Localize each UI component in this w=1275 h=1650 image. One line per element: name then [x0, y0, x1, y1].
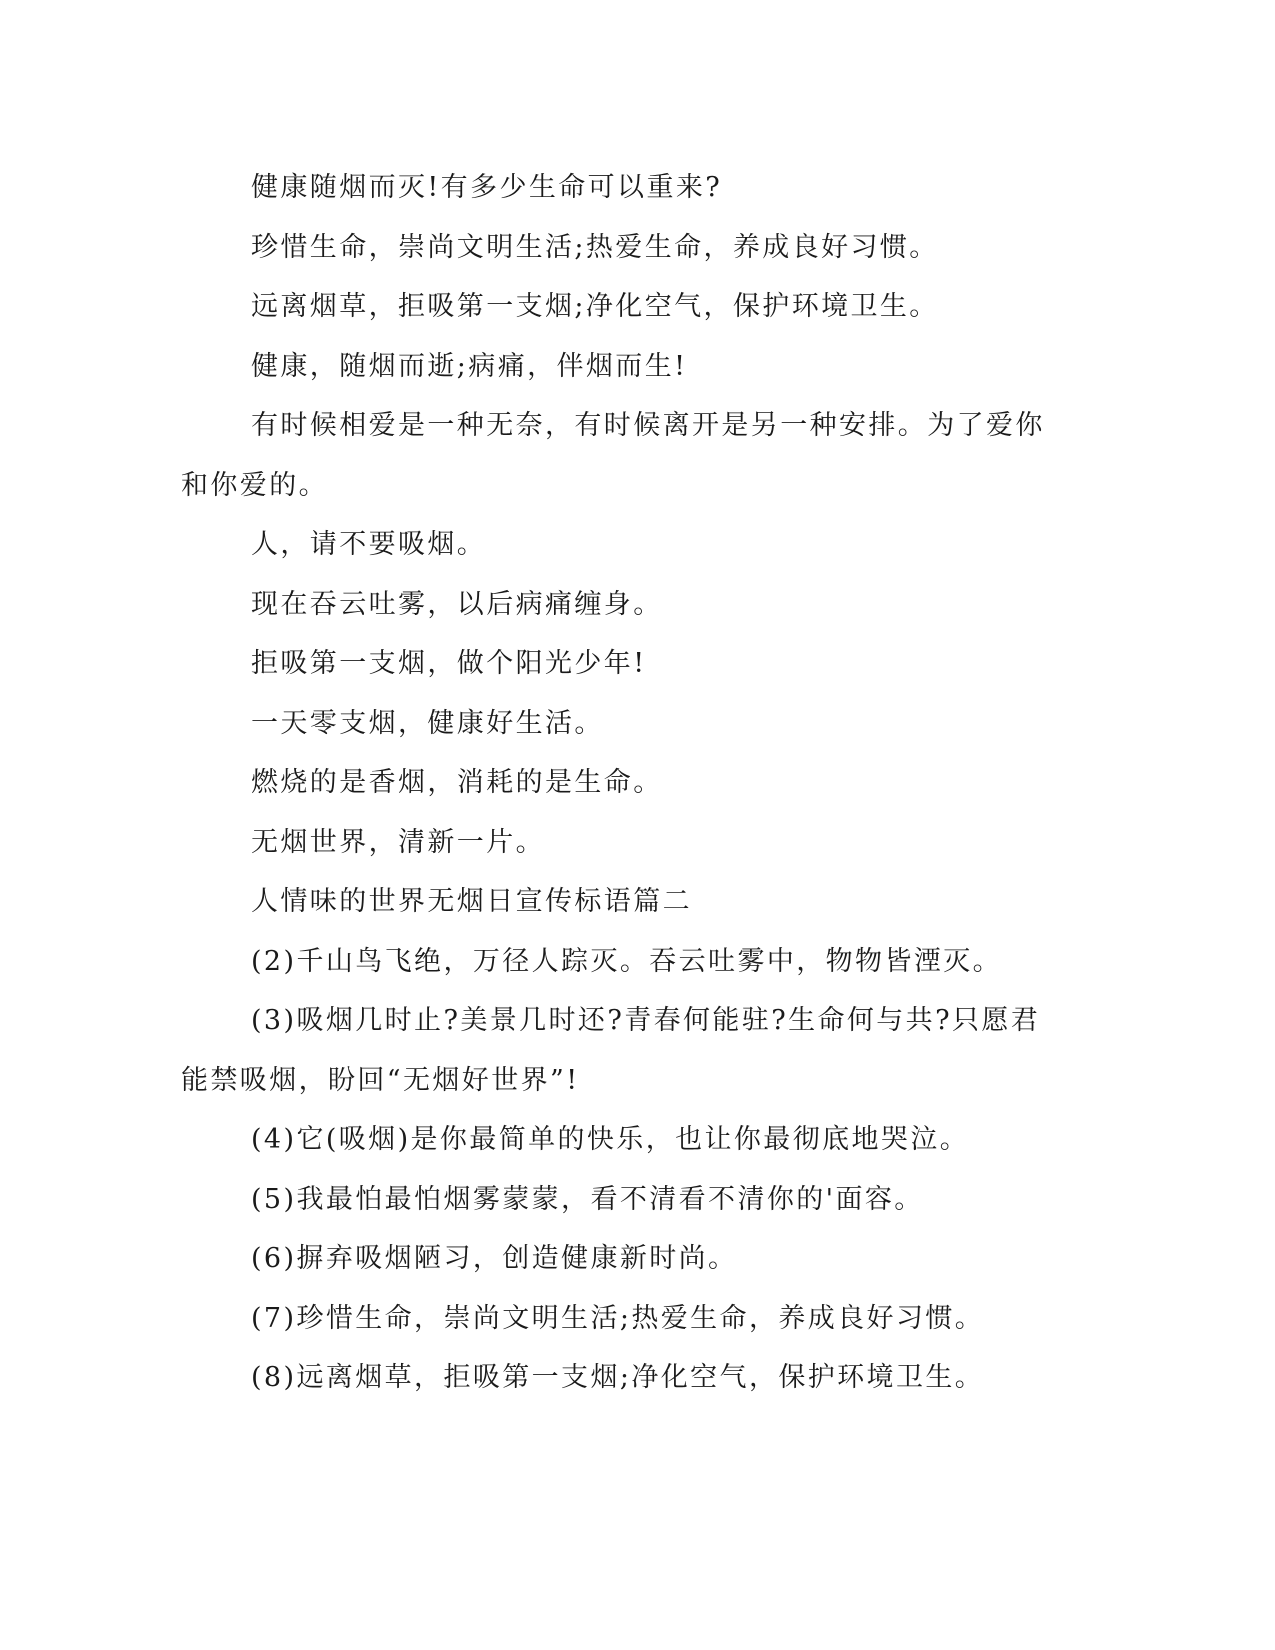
- paragraph-5: 有时候相爱是一种无奈，有时候离开是另一种安排。为了爱你和你爱的。: [181, 410, 1045, 501]
- paragraph-18: (7)珍惜生命，崇尚文明生活;热爱生命，养成良好习惯。: [251, 1302, 985, 1334]
- paragraph-6: 人，请不要吸烟。: [251, 529, 487, 560]
- paragraph-2: 珍惜生命，崇尚文明生活;热爱生命，养成良好习惯。: [251, 231, 939, 263]
- paragraph-1: 健康随烟而灭!有多少生命可以重来?: [251, 172, 723, 203]
- paragraph-10: 燃烧的是香烟，消耗的是生命。: [251, 767, 663, 798]
- paragraph-7: 现在吞云吐雾，以后病痛缠身。: [251, 588, 663, 620]
- section-heading: 人情味的世界无烟日宣传标语篇二: [251, 886, 692, 917]
- paragraph-3: 远离烟草，拒吸第一支烟;净化空气，保护环境卫生。: [251, 291, 939, 322]
- paragraph-15: (4)它(吸烟)是你最简单的快乐，也让你最彻底地哭泣。: [251, 1124, 970, 1155]
- paragraph-16: (5)我最怕最怕烟雾蒙蒙，看不清看不清你的'面容。: [251, 1183, 924, 1215]
- paragraph-8: 拒吸第一支烟，做个阳光少年!: [251, 648, 647, 679]
- paragraph-13: (2)千山鸟飞绝，万径人踪灭。吞云吐雾中，物物皆湮灭。: [251, 945, 1003, 977]
- paragraph-4: 健康，随烟而逝;病痛，伴烟而生!: [251, 350, 688, 382]
- paragraph-11: 无烟世界，清新一片。: [251, 826, 545, 858]
- paragraph-19: (8)远离烟草，拒吸第一支烟;净化空气，保护环境卫生。: [251, 1362, 985, 1393]
- document-body: [181, 158, 1061, 1408]
- paragraph-14: (3)吸烟几时止?美景几时还?青春何能驻?生命何与共?只愿君能禁吸烟，盼回“无烟好世界”!: [181, 1005, 1041, 1096]
- paragraph-9: 一天零支烟，健康好生活。: [251, 707, 604, 739]
- paragraph-17: (6)摒弃吸烟陋习，创造健康新时尚。: [251, 1243, 738, 1274]
